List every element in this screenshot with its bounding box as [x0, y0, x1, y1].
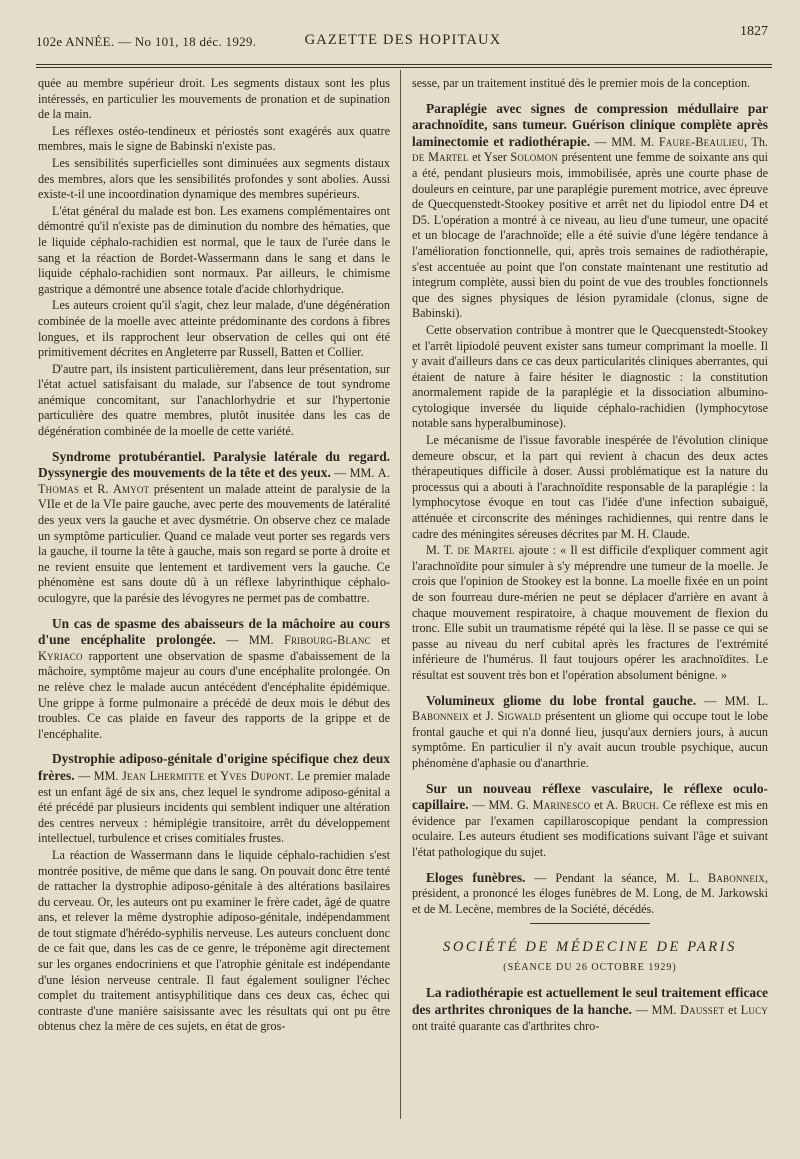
article-radiotherapie [412, 985, 768, 1034]
article-body: rapportent une observation de spasme d'abaissement de la mâchoire, symptôme majeur au cours d'une encéphalite prolongée. On ne relève chez le malade aucun antécédent d'encéphalite épidémique. Une grippe à forme pulmonaire a précédé de deux mois le début des troubles. Ce cas plaide en faveur des rapports de la grippe et de l'encéphalite. [38, 648, 390, 741]
lead-text: — Pendant la séance, M. L. [525, 870, 708, 885]
article-reflexe-oculo-capillaire [412, 781, 768, 861]
article-title: Eloges funèbres. [426, 869, 526, 885]
paragraph: L'état général du malade est bon. Les examens complémentaires ont démontré qu'il n'existe pas de diminution du nombre des hématies, que le liquide céphalo-rachidien est normal, que le taux de l'urée dans le sang et la réaction de Bordet-Wassermann dans le sang et dans le liquide céphalo-rachidien sont normaux. Par ailleurs, le chimisme gastrique a démontré une absence totale d'acide chlorhydrique. [38, 203, 390, 296]
authors-lead: — MM. M. [590, 134, 659, 149]
conjunction: et [79, 481, 98, 496]
header-rule [36, 64, 772, 68]
paragraph: Cette observation contribue à montrer que le Quecquenstedt-Stookey et l'arrêt lipiodolé peuvent exister sans tumeur comprimant la moelle. Il y avait d'ailleurs dans ce cas deux particularités cliniques aberrantes, qui étaient de nature à faire hésiter le diagnostic : la constitution anormalement rapide de la paraplégie et la dissociation albumino-cytologique inversée du liquide céphalo-rachidien (lymphocytose notable sans hyperalbuminose). [412, 322, 768, 431]
paragraph: Le mécanisme de l'issue favorable inespérée de l'évolution clinique demeure obscur, et la part qui revient à chacun des deux actes thérapeutiques difficile à doser. Aussi problématique est la nature du processus qui a abouti à l'arachnoïdite responsable de la paraplégie : la lymphocytose évoque en tout cas l'idée d'une infection subaiguë, atténuée et circonscrite des méninges rachidiennes, qui rentre dans le cadre des méningites séreuses décrites par M. H. Claude. [412, 433, 768, 541]
paragraph: Les sensibilités superficielles sont diminuées aux segments distaux des membres, alors que les sensibilités profondes y sont abolies. Aussi existe-t-il une incoordination dynamique des membres supérieurs. [38, 155, 390, 202]
conjunction: et A. [590, 798, 622, 813]
page-header [36, 22, 770, 62]
author-name: Fribourg-Blanc [284, 633, 371, 648]
conjunction: et [724, 1003, 741, 1018]
author-name: Sigwald [497, 709, 542, 724]
article-body: . Le premier malade est un enfant âgé de six ans, chez lequel le syndrome adiposo-génital a été précédé par plusieurs incidents qui semblent indiquer une altération des centres nerveux : hémiplégie transitoire, arrêt du développement intellectuel, turbulence et crises comitiales frustes. [38, 768, 390, 846]
right-column [412, 76, 768, 1119]
author-name: de Martel [457, 543, 515, 558]
author-name: Yves Dupont [220, 768, 291, 783]
paragraph [412, 543, 768, 683]
author-name: Jean Lhermitte [121, 768, 205, 783]
author-name: Lucy [740, 1003, 768, 1018]
author-name: Kyriaco [38, 648, 83, 663]
issue-info: 102e ANNÉE. — No 101, 18 déc. 1929. [36, 34, 257, 49]
separator: , Th. [744, 134, 768, 149]
journal-title: GAZETTE DES HOPITAUX [304, 32, 502, 48]
paragraph: La réaction de Wassermann dans le liquide céphalo-rachidien s'est montrée positive, de même que dans le sang. On pouvait donc être tenté de rattacher la dystrophie adiposo-génitale à des altérations basilaires du cerveau. Or, les auteurs ont pu examiner le frère cadet, âgé de quatre ans, et relever la même dystrophie adiposo-génitale, indépendamment de tout stigmate d'hérédo-syphilis nerveuse. Les auteurs concluent donc de ce fait que, dans les cas de ce genre, le tréponème agit directement sur les organes endocriniens et que l'atrophie génitale est indépendante d'une lésion nerveuse centrale. Il faut également souligner l'échec complet du traitement antisyphilitique dans ces deux cas, échec qui contraste d'une manière saisissante avec les résultats qui ont pu être obtenus chez la mère de ces sujets, en état de gros- [38, 847, 390, 1034]
authors-lead: — MM. [330, 466, 378, 481]
article-eloges-funebres [412, 870, 768, 918]
article-body: présentent un gliome qui occupe tout le lobe frontal gauche et qui n'a donné lieu, jusqu'aux derniers jours, à aucun symptôme. En particulier il n'y avait aucun trouble psychique, aucun phénomène d'aphasie ou d'anarthrie. [412, 709, 768, 770]
authors-lead: — MM. G. [468, 798, 533, 813]
article-title: Paraplégie avec signes de compression médullaire par arachnoïdite, sans tumeur. Guérison clinique complète après laminectomie et radiothérapie. [412, 100, 768, 149]
conjunction: et [370, 633, 390, 648]
article-gliome [412, 693, 768, 772]
speaker-lead: M. T. [426, 543, 458, 558]
session-date: (SÉANCE DU 26 OCTOBRE 1929) [503, 961, 677, 973]
article-body: , président, a prononcé les éloges funèbres de M. Long, de M. Jarkowski et de M. Lecène, membres de la Société, décédés. [412, 870, 768, 916]
article-spasme-machoire [38, 616, 390, 743]
author-name: Solomon [510, 150, 559, 165]
quote-body: ajoute : « Il est difficile d'expliquer comment agit l'arachnoïdite pour simuler à s'y méprendre une tumeur de la moelle. Je crois que l'opinion de Stookey est la bonne. La moelle fixée en un point de son fourreau dure-mérien ne peut se déplacer d'arrière en avant à chaque mouvement respiratoire, à chaque mouvement de flexion du tronc. Elle subit un traumatisme répété qui la lèse. Il se passe ce qui se passe au niveau du nerf cubital après les fractures de l'extrémité inférieure de l'humérus. Il faut toujours opérer les arachnoïdites. Le résultat est souvent très bon et l'opération absolument bénigne. » [412, 543, 768, 682]
article-title: Un cas de spasme des abaisseurs de la mâchoire au cours d'une encéphalite prolongée. [38, 615, 390, 648]
author-name: Marinesco [532, 798, 591, 813]
society-title: SOCIÉTÉ DE MÉDECINE DE PARIS [442, 939, 738, 956]
article-body: présentent une femme de soixante ans qui a été, pendant plusieurs mois, immobilisée, après une courte phase de douleurs en ceinture, par une paraplégie purement motrice, avec épreuve de Quecquenstedt-Stookey positive et arrêt net du lipiodol entre D4 et D5. L'opération a montré à ce niveau, au lieu d'une tumeur, une opacité et un blocage de l'arachnoïde; elle a été suivie d'une légère tendance à l'amélioration fonctionnelle, qui, après trois semaines de radiothérapie, s'est accentuée au point que l'on constate maintenant une restitutio ad integrum complète, aussi bien du point de vue des troubles fonctionnels que des signes physiques de lésion pyramidale (clonus, signe de Babinski). [412, 150, 768, 321]
article-title: Sur un nouveau réflexe vasculaire, le réflexe oculo-capillaire. [412, 780, 768, 813]
article-dystrophie [38, 751, 390, 847]
author-name: de Martel [412, 150, 469, 165]
conjunction: et [204, 768, 221, 783]
authors-lead: — MM. [74, 768, 122, 783]
author-name: A. Thomas [38, 466, 390, 496]
author-name: Dausset [680, 1003, 725, 1018]
left-column [38, 76, 390, 1119]
section-rule [530, 923, 650, 924]
article-paraplegie [412, 101, 768, 322]
paragraph: D'autre part, ils insistent particulièrement, dans leur présentation, sur l'état actuel satisfaisant du malade, sur l'absence de tout syndrome anémique concomitant, sur l'anachlorhydrie et sur l'hypertonie particulière des quatre membres, plutôt inusitée dans les cas de dégénération combinée de la moelle de cette variété. [38, 361, 390, 439]
column-divider [400, 70, 401, 1119]
article-title: Dystrophie adiposo-génitale d'origine spécifique chez deux frères. [38, 751, 390, 783]
author-name: R. Amyot [97, 481, 150, 496]
article-title: Syndrome protubérantiel. Paralysie latérale du regard. Dyssynergie des mouvements de la tête et des yeux. [38, 448, 390, 481]
article-title: La radiothérapie est actuellement le seul traitement efficace des arthrites chroniques de la hanche. [412, 985, 768, 1018]
authors-lead: — MM. [631, 1003, 681, 1018]
article-syndrome-protuberantiel [38, 449, 390, 607]
author-name: Babonneix [708, 870, 765, 885]
page-number: 1827 [740, 24, 768, 39]
paragraph: quée au membre supérieur droit. Les segments distaux sont les plus intéressés, en particulier les mouvements de pronation et de supination de la main. [38, 76, 390, 122]
author-name: Bruch [621, 798, 656, 813]
paragraph: Les auteurs croient qu'il s'agit, chez leur malade, d'une dégénération combinée de la moelle avec atteinte prédominante des cordons à fibres longues, et ils rapprochent leur observation de celles qui ont été primitivement décrites en Angleterre par Russell, Batten et Collier. [38, 298, 390, 360]
authors-lead: — MM. [215, 633, 284, 648]
article-title: Volumineux gliome du lobe frontal gauche. [426, 692, 697, 708]
conjunction: et J. [468, 709, 498, 724]
article-body: . Ce réflexe est mis en évidence par l'examen capillaroscopique pendant la compression oculaire. Les auteurs étudient ses modifications suivant l'âge et suivant l'état pathologique du sujet. [412, 798, 768, 859]
author-name: Babonneix [412, 709, 469, 724]
conjunction: et Yser [468, 150, 511, 165]
author-name: Faure-Beaulieu [658, 134, 745, 149]
paragraph: sesse, par un traitement institué dès le premier mois de la conception. [412, 76, 751, 90]
article-body: ont traité quarante cas d'arthrites chro- [412, 1018, 600, 1033]
article-body: présentent un malade atteint de paralysie de la VIIe et de la VIe paire gauche, avec perte des mouvements de latéralité des yeux vers la gauche et avec dysmétrie. On observe chez ce malade un symptôme particulier. Quand ce malade veut porter ses regards vers la gauche, il tourne la tête à gauche, mais son regard se porte à droite et ne revient ensuite que lentement et tardivement vers la gauche. Ce phénomène est sans doute dû à un réflexe labyrinthique céphalo-oculogyre, que la parésie des lévogyres ne permet pas de combattre. [38, 481, 390, 605]
authors-lead: — MM. L. [696, 693, 768, 708]
paragraph: Les réflexes ostéo-tendineux et périostés sont exagérés aux quatre membres, mais le signe de Babinski n'existe pas. [38, 123, 390, 154]
